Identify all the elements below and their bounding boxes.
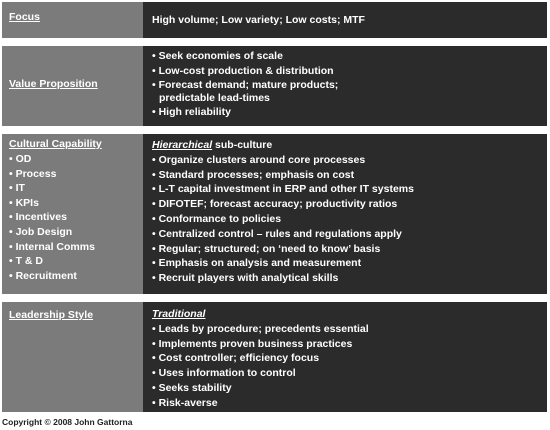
cultural-capability-subitem: • Process (9, 167, 147, 182)
focus-item: High volume; Low variety; Low costs; MTF (152, 14, 365, 26)
value-proposition-item: • Seek economies of scale (152, 49, 547, 64)
leadership-style-heading (152, 307, 547, 322)
focus-label-cell (2, 2, 147, 38)
value-proposition-label: Value Proposition (9, 78, 98, 90)
cultural-capability-content-cell (143, 134, 547, 294)
value-proposition-item: • Forecast demand; mature products; (152, 79, 547, 92)
cultural-capability-label-cell (2, 134, 147, 294)
cultural-capability-subitem: • Incentives (9, 210, 147, 225)
cultural-capability-item: • DIFOTEF; forecast accuracy; productivity ratios (152, 197, 547, 212)
cultural-capability-item: • Centralized control – rules and regulations apply (152, 227, 547, 242)
cultural-capability-item: • Emphasis on analysis and measurement (152, 256, 547, 271)
leadership-style-list (152, 322, 547, 411)
cultural-capability-subitem: • Recruitment (9, 269, 147, 284)
leadership-style-item: • Implements proven business practices (152, 337, 547, 352)
focus-label: Focus (9, 11, 40, 23)
cultural-capability-item: • Conformance to policies (152, 212, 547, 227)
cultural-capability-subitem: • Job Design (9, 225, 147, 240)
leadership-style-item: • Uses information to control (152, 366, 547, 381)
cultural-capability-label: Cultural Capability (9, 138, 102, 150)
cultural-capability-subitem: • Internal Comms (9, 240, 147, 255)
cultural-capability-subitem: • IT (9, 181, 147, 196)
cultural-capability-heading (152, 138, 547, 153)
leadership-style-label: Leadership Style (9, 309, 94, 321)
value-proposition-item: • Low-cost production & distribution (152, 64, 547, 79)
leadership-style-item: • Cost controller; efficiency focus (152, 351, 547, 366)
leadership-style-content-cell (143, 302, 547, 412)
cultural-capability-subitem: • T & D (9, 254, 147, 269)
focus-list (152, 13, 547, 28)
value-proposition-list (152, 49, 547, 119)
cultural-capability-subitem: • KPIs (9, 196, 147, 211)
leadership-style-item: • Seeks stability (152, 381, 547, 396)
value-proposition-content-cell (143, 46, 547, 126)
cultural-capability-subitem: • OD (9, 152, 147, 167)
cultural-capability-item: • Organize clusters around core processes (152, 153, 547, 168)
cultural-capability-list (152, 153, 547, 286)
cultural-capability-item: • Regular; structured; on ‘need to know’ basis (152, 242, 547, 257)
leadership-style-item: • Risk-averse (152, 396, 547, 411)
cultural-capability-item: • L-T capital investment in ERP and other IT systems (152, 182, 547, 197)
copyright-notice: Copyright © 2008 John Gattorna (2, 417, 133, 427)
value-proposition-item: • High reliability (152, 105, 547, 120)
value-proposition-item-continued: predictable lead-times (159, 91, 270, 104)
cultural-capability-heading-rest: sub-culture (212, 139, 273, 151)
cultural-capability-heading-emphasis: Hierarchical (152, 139, 213, 151)
cultural-capability-item: • Standard processes; emphasis on cost (152, 168, 547, 183)
leadership-style-heading-emphasis: Traditional (152, 308, 206, 320)
leadership-style-label-cell (2, 302, 147, 412)
value-proposition-label-cell (2, 46, 147, 126)
leadership-style-item: • Leads by procedure; precedents essential (152, 322, 547, 337)
focus-content-cell (143, 2, 547, 38)
cultural-capability-item: • Recruit players with analytical skills (152, 271, 547, 286)
cultural-capability-sublist (9, 152, 147, 283)
